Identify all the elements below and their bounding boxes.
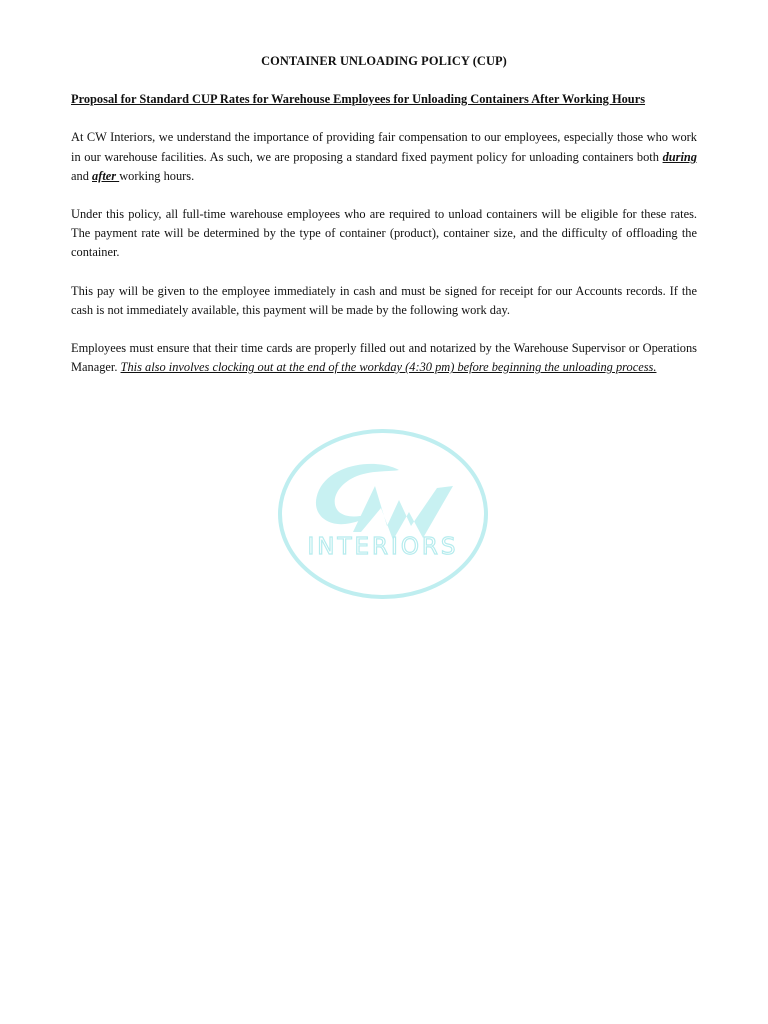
paragraph-eligibility: Under this policy, all full-time warehouse employees who are required to unload containers will be eligible for these rates. The payment rate will be determined by the type of container (product), container size, and the difficulty of offloading the container. (71, 207, 697, 260)
paragraph-intro-end: working hours. (119, 168, 195, 183)
document-body (71, 52, 697, 396)
paragraph-timecards-text: Employees must ensure that their time cards are properly filled out and notarized by the Warehouse Supervisor or Operations Manager. (71, 341, 697, 375)
paragraph-payment: This pay will be given to the employee immediately in cash and must be signed for receipt for our Accounts records. If the cash is not immediately available, this payment will be made by the following work day. (71, 283, 697, 317)
clock-out-note: This also involves clocking out at the end of the workday (4:30 pm) before beginning the unloading process. (120, 360, 657, 375)
paragraph-intro-text: At CW Interiors, we understand the importance of providing fair compensation to our employees, especially those who work in our warehouse facilities. As such, we are proposing a standard fixed payment policy for unloading containers both (71, 130, 697, 164)
logo-wordmark: INTERIORS (307, 534, 459, 560)
document-title: CONTAINER UNLOADING POLICY (CUP) (261, 54, 507, 68)
logo-w-mark (353, 486, 453, 540)
document-subtitle: Proposal for Standard CUP Rates for Warehouse Employees for Unloading Containers After Working Hours (71, 92, 646, 107)
paragraph-timecards (71, 339, 697, 377)
logo-c-mark (316, 464, 399, 524)
emphasis-during: during (662, 149, 697, 164)
logo-ring (280, 431, 486, 597)
emphasis-after: after (92, 168, 120, 183)
paragraph-intro (71, 128, 697, 186)
paragraph-intro-conjunction: and (71, 168, 92, 183)
cw-interiors-logo (277, 428, 489, 600)
